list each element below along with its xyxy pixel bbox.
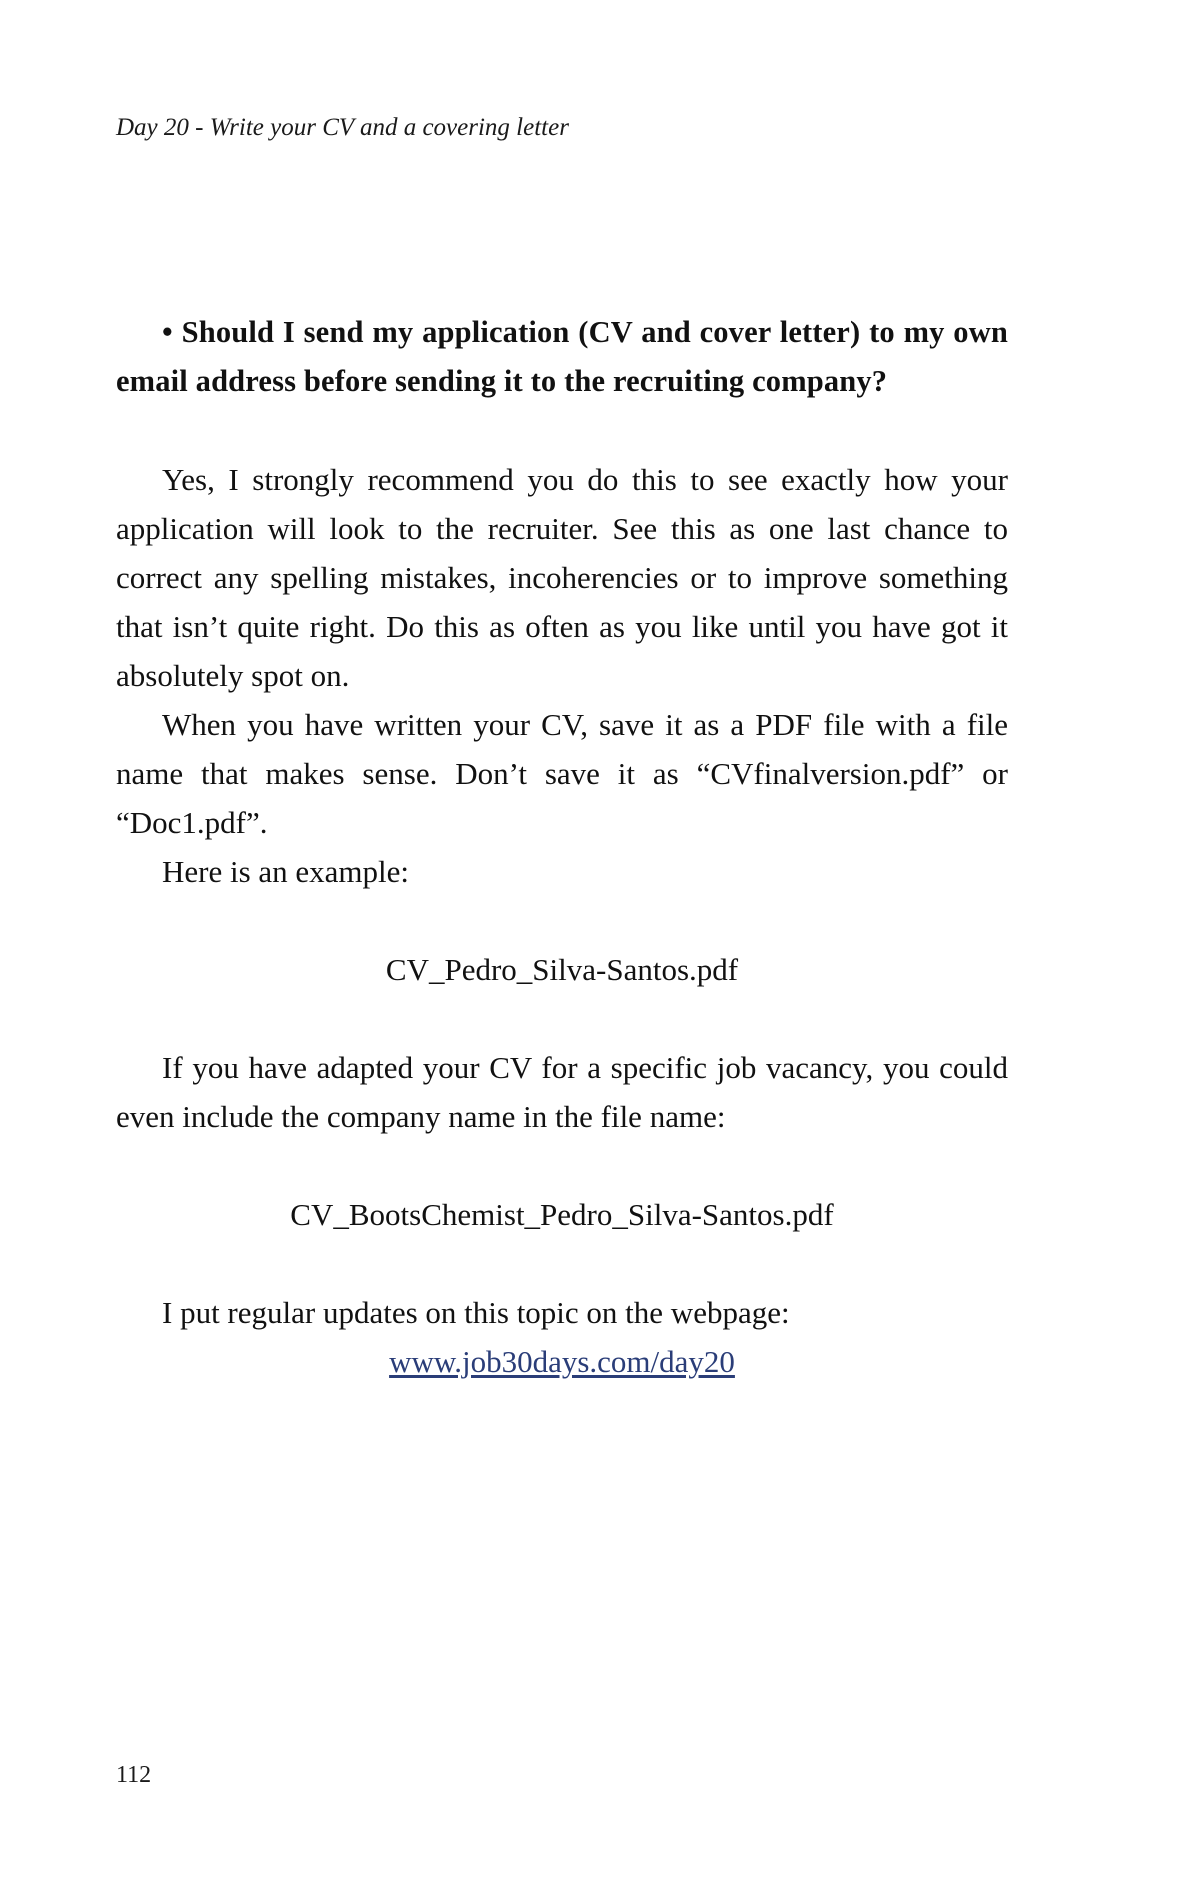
answer-paragraph: Yes, I strongly recommend you do this to see exactly how your application will look to the recruiter. See this as one last chance to correct any spelling mistakes, incoherencies or to improve something that isn’t quite right. Do this as often as you like until you have got it absolutely spot on. [116, 462, 1008, 693]
example-intro: Here is an example: [162, 854, 410, 889]
webpage-link[interactable]: www.job30days.com/day20 [389, 1344, 735, 1379]
company-file-name-example: CV_BootsChemist_Pedro_Silva-Santos.pdf [290, 1197, 834, 1232]
running-header: Day 20 - Write your CV and a covering letter [116, 114, 569, 141]
page-content [116, 308, 1008, 1386]
file-name-paragraph: When you have written your CV, save it as a PDF file with a file name that makes sense. Don’t save it as “CVfinalversion.pdf” or “Doc1.pdf”. [116, 707, 1008, 840]
question-heading: • Should I send my application (CV and cover letter) to my own email address before sending it to the recruiting company? [116, 315, 1008, 398]
example-file-name: CV_Pedro_Silva-Santos.pdf [385, 952, 739, 987]
page-number: 112 [116, 1762, 152, 1788]
webpage-link-line [116, 1337, 1008, 1386]
adapted-cv-paragraph: If you have adapted your CV for a specific job vacancy, you could even include the company name in the file name: [116, 1050, 1008, 1134]
updates-paragraph: I put regular updates on this topic on the webpage: [162, 1295, 790, 1330]
